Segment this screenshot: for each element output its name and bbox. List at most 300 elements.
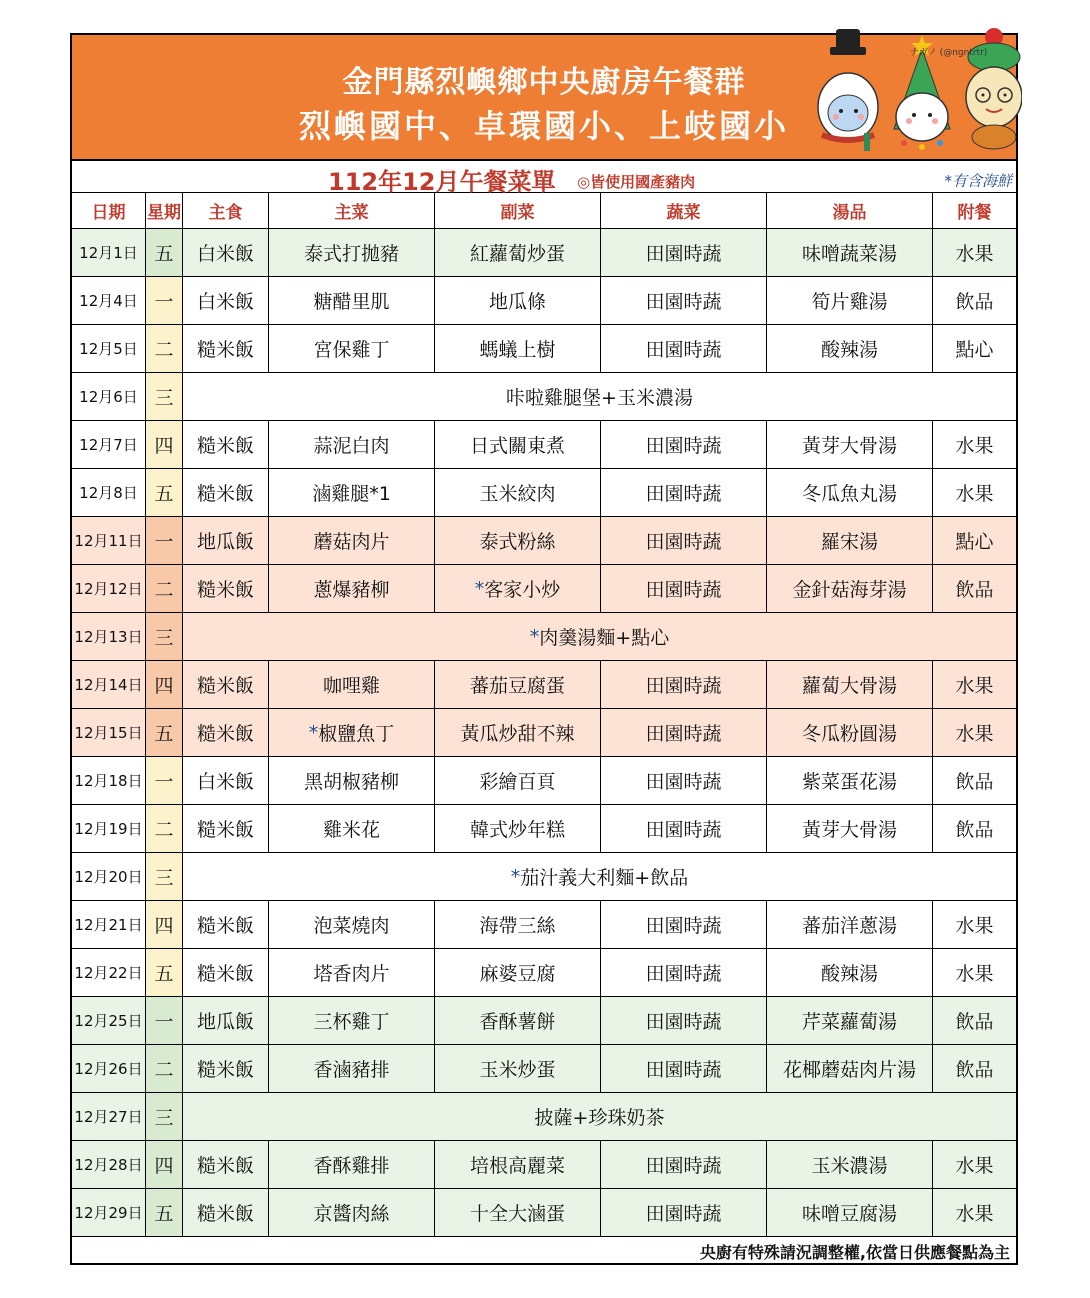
date-cell: 12月26日 [72, 1045, 146, 1093]
header-title-line2: 烈嶼國中、卓環國小、上岐國小 [298, 107, 789, 145]
special-meal-text: 茄汁義大利麵+飲品 [520, 867, 689, 889]
table-row [72, 757, 1016, 805]
side-dish-cell [435, 1141, 601, 1189]
staple-cell-text: 地瓜飯 [196, 1011, 254, 1033]
menu-title: 112年12月午餐菜單 [328, 168, 556, 196]
date-cell: 12月1日 [72, 229, 146, 277]
extra-cell-text: 飲品 [955, 1011, 994, 1033]
extra-cell-text: 水果 [955, 963, 994, 985]
main-dish-cell [269, 1045, 435, 1093]
extra-cell [933, 229, 1016, 277]
extra-cell [933, 1141, 1016, 1189]
main-dish-cell [269, 565, 435, 613]
vegetable-cell-text: 田園時蔬 [645, 819, 722, 841]
date-cell: 12月6日 [72, 373, 146, 421]
extra-cell-text: 飲品 [955, 1059, 994, 1081]
date-cell: 12月8日 [72, 469, 146, 517]
table-row [72, 565, 1016, 613]
side-dish-cell-text: 客家小炒 [484, 579, 561, 601]
column-header: 主菜 [269, 193, 435, 229]
side-dish-cell [435, 565, 601, 613]
soup-cell [767, 421, 933, 469]
side-dish-cell [435, 229, 601, 277]
side-dish-cell-text: 麻婆豆腐 [479, 963, 556, 985]
weekday-cell: 二 [146, 1045, 183, 1093]
vegetable-cell [601, 661, 767, 709]
staple-cell [183, 1141, 269, 1189]
extra-cell-text: 飲品 [955, 771, 994, 793]
table-row [72, 1141, 1016, 1189]
vegetable-cell-text: 田園時蔬 [645, 1011, 722, 1033]
table-row [72, 805, 1016, 853]
side-dish-cell [435, 325, 601, 373]
seafood-marker: * [510, 865, 521, 888]
date-cell: 12月22日 [72, 949, 146, 997]
staple-cell-text: 糙米飯 [196, 1059, 254, 1081]
main-dish-cell [269, 229, 435, 277]
vegetable-cell [601, 709, 767, 757]
vegetable-cell-text: 田園時蔬 [645, 771, 722, 793]
extra-cell [933, 805, 1016, 853]
soup-cell [767, 661, 933, 709]
vegetable-cell-text: 田園時蔬 [645, 675, 722, 697]
staple-cell-text: 白米飯 [196, 771, 254, 793]
extra-cell [933, 709, 1016, 757]
extra-cell [933, 949, 1016, 997]
weekday-cell: 五 [146, 949, 183, 997]
soup-cell-text: 黃芽大骨湯 [801, 819, 897, 841]
extra-cell [933, 901, 1016, 949]
column-header: 星期 [146, 193, 183, 229]
side-dish-cell [435, 469, 601, 517]
weekday-cell: 二 [146, 805, 183, 853]
table-row [72, 709, 1016, 757]
soup-cell [767, 949, 933, 997]
staple-cell-text: 糙米飯 [196, 579, 254, 601]
side-dish-cell-text: 黃瓜炒甜不辣 [460, 723, 575, 745]
vegetable-cell [601, 469, 767, 517]
weekday-cell: 五 [146, 1189, 183, 1237]
vegetable-cell-text: 田園時蔬 [645, 915, 722, 937]
subtitle-bar [72, 161, 1016, 196]
soup-cell-text: 酸辣湯 [820, 339, 878, 361]
header-banner [72, 35, 1016, 161]
soup-cell-text: 玉米濃湯 [811, 1155, 888, 1177]
column-header: 日期 [72, 193, 146, 229]
main-dish-cell [269, 421, 435, 469]
soup-cell [767, 565, 933, 613]
table-row [72, 949, 1016, 997]
staple-cell [183, 661, 269, 709]
main-dish-cell-text: 椒鹽魚丁 [318, 723, 395, 745]
soup-cell-text: 味噌蔬菜湯 [801, 243, 897, 265]
weekday-cell: 二 [146, 325, 183, 373]
weekday-cell: 一 [146, 757, 183, 805]
table-row [72, 997, 1016, 1045]
main-dish-cell-text: 京醬肉絲 [313, 1203, 390, 1225]
staple-cell-text: 糙米飯 [196, 1155, 254, 1177]
seafood-marker: * [474, 577, 485, 600]
weekday-cell: 三 [146, 853, 183, 901]
side-dish-cell-text: 日式關東煮 [469, 435, 565, 457]
side-dish-cell-text: 螞蟻上樹 [479, 339, 556, 361]
date-cell: 12月13日 [72, 613, 146, 661]
illustration-credit: ナガノ (@ngntrtr) [910, 48, 988, 58]
main-dish-cell-text: 咖哩雞 [322, 675, 380, 697]
extra-cell [933, 421, 1016, 469]
soup-cell [767, 277, 933, 325]
main-dish-cell-text: 黑胡椒豬柳 [303, 771, 399, 793]
special-meal-text: 肉羹湯麵+點心 [539, 627, 670, 649]
side-dish-cell [435, 1045, 601, 1093]
table-row [72, 517, 1016, 565]
main-dish-cell-text: 雞米花 [322, 819, 380, 841]
table-row [72, 853, 1016, 901]
soup-cell [767, 1141, 933, 1189]
staple-cell-text: 糙米飯 [196, 915, 254, 937]
staple-cell [183, 421, 269, 469]
weekday-cell: 四 [146, 1141, 183, 1189]
vegetable-cell [601, 1189, 767, 1237]
staple-cell-text: 糙米飯 [196, 1203, 254, 1225]
weekday-cell: 五 [146, 709, 183, 757]
soup-cell-text: 冬瓜粉圓湯 [801, 723, 897, 745]
vegetable-cell [601, 421, 767, 469]
date-cell: 12月5日 [72, 325, 146, 373]
main-dish-cell [269, 709, 435, 757]
date-cell: 12月14日 [72, 661, 146, 709]
side-dish-cell-text: 紅蘿蔔炒蛋 [469, 243, 565, 265]
main-dish-cell [269, 517, 435, 565]
soup-cell [767, 997, 933, 1045]
soup-cell [767, 757, 933, 805]
snowman-mascot-icon [818, 29, 878, 151]
side-dish-cell [435, 805, 601, 853]
table-row [72, 325, 1016, 373]
weekday-cell: 四 [146, 421, 183, 469]
vegetable-cell [601, 805, 767, 853]
menu-sheet [70, 33, 1018, 1265]
main-dish-cell-text: 滷雞腿*1 [312, 483, 391, 505]
side-dish-cell [435, 709, 601, 757]
extra-cell-text: 水果 [955, 243, 994, 265]
soup-cell [767, 901, 933, 949]
side-dish-cell-text: 韓式炒年糕 [469, 819, 565, 841]
table-row [72, 373, 1016, 421]
staple-cell [183, 805, 269, 853]
extra-cell [933, 1189, 1016, 1237]
soup-cell [767, 709, 933, 757]
table-row [72, 1189, 1016, 1237]
column-header: 附餐 [933, 193, 1016, 229]
main-dish-cell [269, 325, 435, 373]
vegetable-cell-text: 田園時蔬 [645, 435, 722, 457]
weekday-cell: 一 [146, 997, 183, 1045]
vegetable-cell-text: 田園時蔬 [645, 243, 722, 265]
staple-cell [183, 1045, 269, 1093]
table-row [72, 1093, 1016, 1141]
extra-cell [933, 661, 1016, 709]
main-dish-cell [269, 661, 435, 709]
date-cell: 12月21日 [72, 901, 146, 949]
soup-cell-text: 蕃茄洋蔥湯 [801, 915, 897, 937]
soup-cell-text: 黃芽大骨湯 [801, 435, 897, 457]
date-cell: 12月7日 [72, 421, 146, 469]
side-dish-cell [435, 901, 601, 949]
main-dish-cell [269, 469, 435, 517]
column-header: 湯品 [767, 193, 933, 229]
side-dish-cell [435, 277, 601, 325]
main-dish-cell-text: 糖醋里肌 [313, 291, 390, 313]
weekday-cell: 五 [146, 229, 183, 277]
staple-cell-text: 糙米飯 [196, 435, 254, 457]
weekday-cell: 四 [146, 661, 183, 709]
staple-cell [183, 1189, 269, 1237]
staple-cell-text: 糙米飯 [196, 723, 254, 745]
extra-cell-text: 水果 [955, 483, 994, 505]
table-row [72, 1045, 1016, 1093]
soup-cell [767, 229, 933, 277]
extra-cell-text: 水果 [955, 915, 994, 937]
extra-cell [933, 517, 1016, 565]
staple-cell [183, 997, 269, 1045]
side-dish-cell [435, 661, 601, 709]
extra-cell-text: 水果 [955, 675, 994, 697]
main-dish-cell [269, 1189, 435, 1237]
extra-cell [933, 277, 1016, 325]
soup-cell [767, 805, 933, 853]
staple-cell-text: 糙米飯 [196, 675, 254, 697]
soup-cell [767, 325, 933, 373]
side-dish-cell [435, 517, 601, 565]
soup-cell-text: 蘿蔔大骨湯 [801, 675, 897, 697]
vegetable-cell-text: 田園時蔬 [645, 531, 722, 553]
side-dish-cell-text: 泰式粉絲 [479, 531, 556, 553]
vegetable-cell-text: 田園時蔬 [645, 963, 722, 985]
side-dish-cell-text: 蕃茄豆腐蛋 [469, 675, 565, 697]
soup-cell-text: 味噌豆腐湯 [801, 1203, 897, 1225]
date-cell: 12月11日 [72, 517, 146, 565]
date-cell: 12月27日 [72, 1093, 146, 1141]
vegetable-cell [601, 517, 767, 565]
side-dish-cell-text: 玉米絞肉 [479, 483, 556, 505]
table-row [72, 469, 1016, 517]
pork-note: ◎皆使用國產豬肉 [577, 173, 696, 191]
main-dish-cell [269, 901, 435, 949]
staple-cell [183, 325, 269, 373]
staple-cell-text: 地瓜飯 [196, 531, 254, 553]
soup-cell-text: 金針菇海芽湯 [792, 579, 907, 601]
seafood-note: *有含海鮮 [944, 172, 1012, 190]
date-cell: 12月20日 [72, 853, 146, 901]
main-dish-cell-text: 蘑菇肉片 [313, 531, 390, 553]
table-row [72, 421, 1016, 469]
extra-cell [933, 565, 1016, 613]
soup-cell-text: 筍片雞湯 [811, 291, 888, 313]
soup-cell-text: 冬瓜魚丸湯 [801, 483, 897, 505]
special-meal-cell [183, 853, 1016, 901]
main-dish-cell [269, 997, 435, 1045]
special-meal-cell [183, 373, 1016, 421]
extra-cell-text: 水果 [955, 1203, 994, 1225]
side-dish-cell-text: 十全大滷蛋 [469, 1203, 565, 1225]
soup-cell-text: 羅宋湯 [820, 531, 878, 553]
weekday-cell: 一 [146, 517, 183, 565]
vegetable-cell-text: 田園時蔬 [645, 579, 722, 601]
table-header-row [72, 193, 1016, 229]
date-cell: 12月28日 [72, 1141, 146, 1189]
staple-cell [183, 757, 269, 805]
vegetable-cell-text: 田園時蔬 [645, 339, 722, 361]
side-dish-cell [435, 949, 601, 997]
side-dish-cell [435, 997, 601, 1045]
weekday-cell: 四 [146, 901, 183, 949]
column-header: 副菜 [435, 193, 601, 229]
weekday-cell: 三 [146, 1093, 183, 1141]
special-meal-cell [183, 1093, 1016, 1141]
extra-cell-text: 點心 [955, 339, 994, 361]
column-header: 主食 [183, 193, 269, 229]
extra-cell [933, 1045, 1016, 1093]
vegetable-cell-text: 田園時蔬 [645, 1059, 722, 1081]
staple-cell-text: 白米飯 [196, 291, 254, 313]
seafood-marker: * [308, 721, 319, 744]
main-dish-cell-text: 三杯雞丁 [313, 1011, 390, 1033]
extra-cell-text: 飲品 [955, 819, 994, 841]
staple-cell-text: 糙米飯 [196, 963, 254, 985]
header-title-line1: 金門縣烈嶼鄉中央廚房午餐群 [342, 65, 746, 100]
soup-cell-text: 紫菜蛋花湯 [801, 771, 897, 793]
soup-cell [767, 1045, 933, 1093]
side-dish-cell-text: 培根高麗菜 [469, 1155, 565, 1177]
vegetable-cell-text: 田園時蔬 [645, 291, 722, 313]
date-cell: 12月18日 [72, 757, 146, 805]
vegetable-cell [601, 949, 767, 997]
extra-cell-text: 飲品 [955, 291, 994, 313]
date-cell: 12月15日 [72, 709, 146, 757]
extra-cell-text: 水果 [955, 435, 994, 457]
vegetable-cell [601, 1141, 767, 1189]
vegetable-cell [601, 565, 767, 613]
side-dish-cell [435, 757, 601, 805]
main-dish-cell-text: 宮保雞丁 [313, 339, 390, 361]
main-dish-cell [269, 805, 435, 853]
side-dish-cell-text: 玉米炒蛋 [479, 1059, 556, 1081]
staple-cell-text: 白米飯 [196, 243, 254, 265]
extra-cell-text: 水果 [955, 723, 994, 745]
main-dish-cell [269, 757, 435, 805]
extra-cell [933, 469, 1016, 517]
extra-cell [933, 325, 1016, 373]
staple-cell [183, 709, 269, 757]
special-meal-cell [183, 613, 1016, 661]
soup-cell [767, 469, 933, 517]
side-dish-cell [435, 1189, 601, 1237]
footer [72, 1237, 1016, 1265]
extra-cell-text: 飲品 [955, 579, 994, 601]
soup-cell-text: 花椰蘑菇肉片湯 [782, 1059, 916, 1081]
vegetable-cell [601, 325, 767, 373]
vegetable-cell [601, 277, 767, 325]
vegetable-cell-text: 田園時蔬 [645, 483, 722, 505]
seafood-marker: * [529, 625, 540, 648]
main-dish-cell [269, 1141, 435, 1189]
soup-cell [767, 1189, 933, 1237]
vegetable-cell-text: 田園時蔬 [645, 1203, 722, 1225]
staple-cell-text: 糙米飯 [196, 819, 254, 841]
main-dish-cell [269, 949, 435, 997]
weekday-cell: 三 [146, 373, 183, 421]
special-meal-text: 披薩+珍珠奶茶 [534, 1107, 665, 1129]
main-dish-cell-text: 香酥雞排 [313, 1155, 390, 1177]
date-cell: 12月19日 [72, 805, 146, 853]
side-dish-cell-text: 香酥薯餅 [479, 1011, 556, 1033]
extra-cell-text: 點心 [955, 531, 994, 553]
mascot-illustration [812, 19, 1022, 159]
weekday-cell: 二 [146, 565, 183, 613]
side-dish-cell-text: 地瓜條 [488, 291, 546, 313]
vegetable-cell [601, 1045, 767, 1093]
vegetable-cell [601, 901, 767, 949]
staple-cell [183, 949, 269, 997]
main-dish-cell-text: 泡菜燒肉 [313, 915, 390, 937]
main-dish-cell-text: 香滷豬排 [313, 1059, 390, 1081]
table-row [72, 277, 1016, 325]
vegetable-cell [601, 997, 767, 1045]
side-dish-cell [435, 421, 601, 469]
vegetable-cell-text: 田園時蔬 [645, 1155, 722, 1177]
staple-cell [183, 277, 269, 325]
table-row [72, 229, 1016, 277]
main-dish-cell [269, 277, 435, 325]
side-dish-cell-text: 海帶三絲 [479, 915, 556, 937]
staple-cell [183, 469, 269, 517]
vegetable-cell [601, 757, 767, 805]
special-meal-text: 咔啦雞腿堡+玉米濃湯 [506, 387, 693, 409]
weekday-cell: 三 [146, 613, 183, 661]
staple-cell [183, 901, 269, 949]
soup-cell-text: 芹菜蘿蔔湯 [801, 1011, 897, 1033]
staple-cell-text: 糙米飯 [196, 483, 254, 505]
vegetable-cell [601, 229, 767, 277]
main-dish-cell-text: 蒜泥白肉 [313, 435, 390, 457]
weekday-cell: 五 [146, 469, 183, 517]
date-cell: 12月12日 [72, 565, 146, 613]
extra-cell-text: 水果 [955, 1155, 994, 1177]
date-cell: 12月4日 [72, 277, 146, 325]
column-header: 蔬菜 [601, 193, 767, 229]
main-dish-cell-text: 蔥爆豬柳 [313, 579, 390, 601]
table-row [72, 661, 1016, 709]
staple-cell [183, 229, 269, 277]
staple-cell [183, 565, 269, 613]
extra-cell [933, 757, 1016, 805]
soup-cell [767, 517, 933, 565]
table-row [72, 613, 1016, 661]
main-dish-cell-text: 塔香肉片 [313, 963, 390, 985]
weekday-cell: 一 [146, 277, 183, 325]
vegetable-cell-text: 田園時蔬 [645, 723, 722, 745]
main-dish-cell-text: 泰式打拋豬 [303, 243, 399, 265]
date-cell: 12月29日 [72, 1189, 146, 1237]
date-cell: 12月25日 [72, 997, 146, 1045]
staple-cell [183, 517, 269, 565]
extra-cell [933, 997, 1016, 1045]
staple-cell-text: 糙米飯 [196, 339, 254, 361]
soup-cell-text: 酸辣湯 [820, 963, 878, 985]
side-dish-cell-text: 彩繪百頁 [479, 771, 556, 793]
footer-note: 央廚有特殊請況調整權,依當日供應餐點為主 [699, 1243, 1010, 1262]
